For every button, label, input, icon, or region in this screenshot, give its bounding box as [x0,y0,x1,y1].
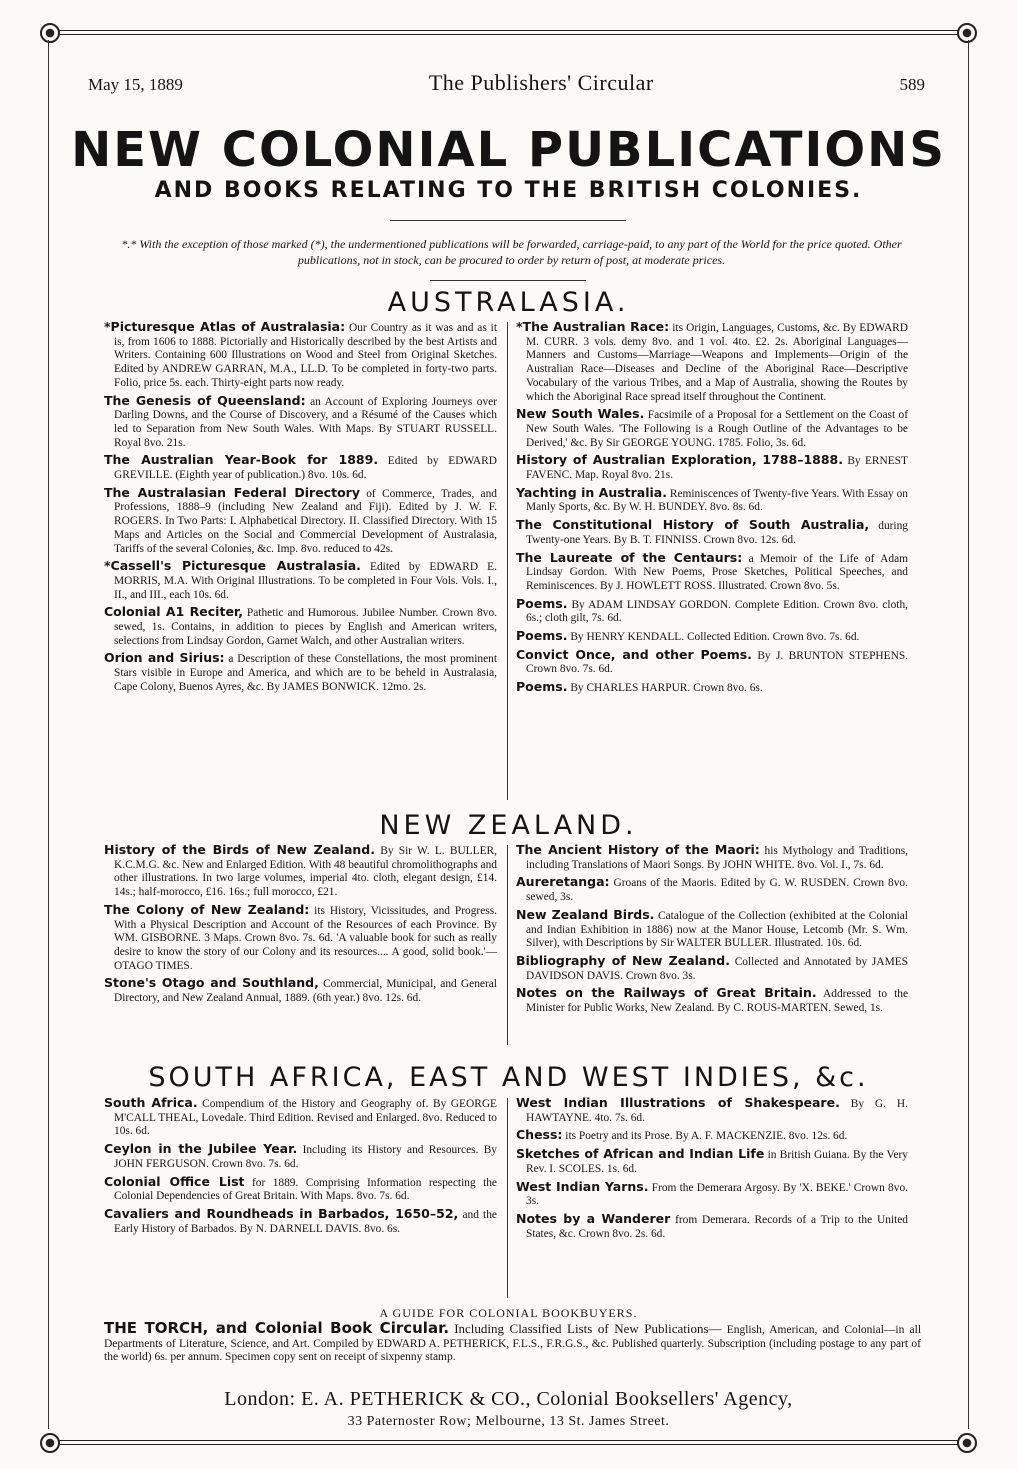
list-item: Colonial A1 Reciter, Pathetic and Humorous. Jubilee Number. Crown 8vo. sewed, 1s. Contains, in addition to pieces by English and American writers, selections from Lindsay Gordon, Garnet Walch, and other Australian writers. [104,604,497,647]
list-item: The Genesis of Queensland: an Account of Exploring Journeys over Darling Downs, and the Course of Discovery, and a Résumé of the Causes which led to Separation from New South Wales. With Maps. By STUART RUSSELL. Royal 8vo. 21s. [104,392,498,449]
torch-advertisement [104,1319,922,1365]
list-item: The Australasian Federal Directory of Commerce, Trades, and Professions, 1888–9 (including New Zealand and Fiji). Edited by J. W. F. ROGERS. In Two Parts: I. Alphabetical Directory. II. Classified Directory. With 15 Maps and Articles on the Social and Commercial Development of Australasia, Tariffs of the several Colonies, &c. Imp. 8vo. reduced to 42s. [104,484,497,555]
ornament-bottom-left [40,1433,60,1453]
ornament-top-right [957,23,977,43]
list-item: Cavaliers and Roundheads in Barbados, 1650–52, and the Early History of Barbados. By N. DARNELL DAVIS. 8vo. 6s. [104,1205,497,1235]
australasia-left-column [104,320,497,698]
list-item: Colonial Office List for 1889. Comprising Information respecting the Colonial Dependencies of Great Britain. With Maps. 8vo. 7s. 6d. [104,1173,497,1203]
list-item: Convict Once, and other Poems. By J. BRUNTON STEPHENS. Crown 8vo. 7s. 6d. [516,646,908,676]
list-item: New Zealand Birds. Catalogue of the Collection (exhibited at the Colonial and Indian Exhibition in 1886) now at the Manor House, Letcomb (Mr. S. Wm. Silver), with Descriptions by Sir WALTER BULLER. Illustrated. 10s. 6d. [516,906,908,950]
list-item: The Colony of New Zealand: its History, Vicissitudes, and Progress. With a Physical Description and Account of the Resources of each Province. By WM. GISBORNE. 3 Maps. Crown 8vo. 7s. 6d. 'A valuable book for such as really desire to know the story of our Colony and its resources.... A good, solid book.'—OTAGO TIMES. [104,901,497,972]
section-heading-south-africa: SOUTH AFRICA, EAST AND WEST INDIES, &c. [148,1062,869,1093]
torch-text: English, American, and Colonial—in all Departments of Literature, Science, and Art. Compiled by EDWARD A. PETHERICK, F.L.S., F.R.G.S., &c. Published quarterly. Subscription (including postage to any part of the world) 6s. per annum. Specimen copy sent on receipt of sixpenny stamp. [104,1324,922,1363]
list-item: New South Wales. Facsimile of a Proposal for a Settlement on the Coast of New South Wales. 'The Following is a Rough Outline of the Advantages to be Derived,' &c. By Sir GEORGE YOUNG. 1785. Folio, 3s. 6d. [516,406,908,449]
section-heading-new-zealand: NEW ZEALAND. [379,810,638,841]
sub-title: AND BOOKS RELATING TO THE BRITISH COLONIES. [154,178,863,203]
south-africa-right-column [516,1096,908,1244]
list-item: The Laureate of the Centaurs: a Memoir of the Life of Adam Lindsay Gordon. With New Poems, Prose Sketches, Political Speeches, and Reminiscences. By J. HOWLETT ROSS. Illustrated. Crown 8vo. 5s. [516,549,908,592]
list-item: Chess: its Poetry and its Prose. By A. F. MACKENZIE. 8vo. 12s. 6d. [516,1127,848,1143]
list-item: The Constitutional History of South Australia, during Twenty-one Years. By B. T. FINNISS. Crown 8vo. 12s. 6d. [516,517,908,546]
torch-title: THE TORCH, and Colonial Book Circular. [104,1319,450,1337]
south-africa-left-column [104,1096,497,1239]
carriage-note: *.* With the exception of those marked (*), the undermentioned publications will be forwarded, carriage-paid, to any part of the World for the price quoted. Other publications, not in stock, can be procured to order by return of post, at moderate prices. [121,237,902,267]
header-page-number: 589 [899,75,925,94]
ornament-top-left [40,23,60,43]
list-item: Ceylon in the Jubilee Year. Including its History and Resources. By JOHN FERGUSON. Crown 8vo. 7s. 6d. [104,1141,498,1170]
list-item: Bibliography of New Zealand. Collected and Annotated by JAMES DAVIDSON DAVIS. Crown 8vo. 3s. [516,952,908,982]
australasia-right-column [516,320,908,699]
ornament-bottom-right [957,1433,977,1453]
list-item: *The Australian Race: its Origin, Languages, Customs, &c. By EDWARD M. CURR. 3 vols. demy 8vo. and 1 vol. 4to. £2. 2s. Aboriginal Languages—Manners and Customs—Marriage—Weapons and Implements—Origin of the Australian Race—Diseases and Decline of the Aboriginal Race—Descriptive Vocabulary of the various Tribes, and a Map of Australia, showing the Routes by which the Aboriginal Race spread itself throughout the Continent. [516,319,908,403]
list-item: The Australian Year-Book for 1889. Edited by EDWARD GREVILLE. (Eighth year of publication.) 8vo. 10s. 6d. [104,452,497,482]
list-item: Poems. By ADAM LINDSAY GORDON. Complete Edition. Crown 8vo. cloth, 6s.; cloth gilt, 7s. 6d. [516,595,908,625]
list-item: *Cassell's Picturesque Australasia. Edited by EDWARD E. MORRIS, M.A. With Original Illustrations. To be completed in Four Vols. Vols. I., II., and III., each 10s. 6d. [104,558,497,601]
right-side-rule [968,40,969,1429]
list-item: *Picturesque Atlas of Australasia: Our Country as it was and as it is, from 1606 to 1888. Pictorially and Historically described by the best Artists and Writers. Containing 600 Illustrations on Wood and Steel from Original Sketches. Edited by ANDREW GARRAN, M.A., LL.D. To be completed in forty-two parts. Folio, price 5s. each. Thirty-eight parts now ready. [104,319,498,389]
list-item: Stone's Otago and Southland, Commercial, Municipal, and General Directory, and New Zealand Annual, 1889. (6th year.) 8vo. 12s. 6d. [104,975,497,1005]
list-item: Poems. By CHARLES HARPUR. Crown 8vo. 6s. [516,679,763,695]
page-header [88,70,925,96]
list-item: History of the Birds of New Zealand. By Sir W. L. BULLER, K.C.M.G. &c. New and Enlarged Edition. With 48 beautiful chromolithographs and other illustrations. In two large volumes, imperial 4to. cloth, elegant design, £14. 14s.; half-morocco, £16. 16s.; full morocco, £21. [104,842,497,899]
left-side-rule [48,40,49,1429]
list-item: West Indian Yarns. From the Demerara Argosy. By 'X. BEKE.' Crown 8vo. 3s. [516,1178,908,1208]
header-title: The Publishers' Circular [428,70,654,95]
torch-lead: Including Classified Lists of New Publications— [454,1321,722,1336]
list-item: The Ancient History of the Maori: his Mythology and Traditions, including Translations of Maori Songs. By JOHN WHITE. 8vo. Vol. I., 7s. 6d. [516,842,908,871]
list-item: Yachting in Australia. Reminiscences of Twenty-five Years. With Essay on Manly Sports, &c. By W. H. BUNDEY. 8vo. 8s. 6d. [516,484,908,514]
list-item: Notes by a Wanderer from Demerara. Records of a Trip to the United States, &c. Crown 8vo. 2s. 6d. [516,1210,908,1240]
list-item: Orion and Sirius: a Description of these Constellations, the most prominent Stars visible in Europe and America, and which are to be beheld in Australasia, Cape Colony, Buenos Ayres, &c. By JAMES BONWICK. 12mo. 2s. [104,650,497,693]
header-date: May 15, 1889 [88,75,183,94]
list-item: West Indian Illustrations of Shakespeare. By G. H. HAWTAYNE. 4to. 7s. 6d. [516,1095,908,1124]
list-item: Aureretanga: Groans of the Maoris. Edited by G. W. RUSDEN. Crown 8vo. sewed, 3s. [516,874,908,904]
main-title: NEW COLONIAL PUBLICATIONS [71,122,946,178]
list-item: South Africa. Compendium of the History and Geography of. By GEORGE M'CALL THEAL, Lovedale. Third Edition. Revised and Enlarged. 8vo. Reduced to 10s. 6d. [104,1095,497,1138]
list-item: Poems. By HENRY KENDALL. Collected Edition. Crown 8vo. 7s. 6d. [516,628,860,644]
list-item: Sketches of African and Indian Life in British Guiana. By the Very Rev. I. SCOLES. 1s. 6d. [516,1146,908,1175]
new-zealand-left-column [104,843,497,1009]
section-heading-australasia: AUSTRALASIA. [387,287,630,318]
title-divider [390,220,626,221]
south-africa-column-rule [507,1098,508,1298]
new-zealand-right-column [516,843,908,1019]
list-item: History of Australian Exploration, 1788–1888. By ERNEST FAVENC. Map. Royal 8vo. 21s. [516,452,908,482]
publisher-address: 33 Paternoster Row; Melbourne, 13 St. James Street. [347,1414,670,1429]
publisher-imprint: London: E. A. PETHERICK & CO., Colonial Booksellers' Agency, [224,1388,793,1410]
list-item: Notes on the Railways of Great Britain. Addressed to the Minister for Public Works, New Zealand. By C. ROUS-MARTEN. Sewed, 1s. [516,985,909,1015]
australasia-column-rule [507,322,508,800]
bookbuyers-guide-heading: A GUIDE FOR COLONIAL BOOKBUYERS. [379,1306,638,1320]
bottom-rule [58,1440,959,1445]
new-zealand-column-rule [507,845,508,1045]
top-rule [58,30,959,35]
note-divider [430,280,586,281]
